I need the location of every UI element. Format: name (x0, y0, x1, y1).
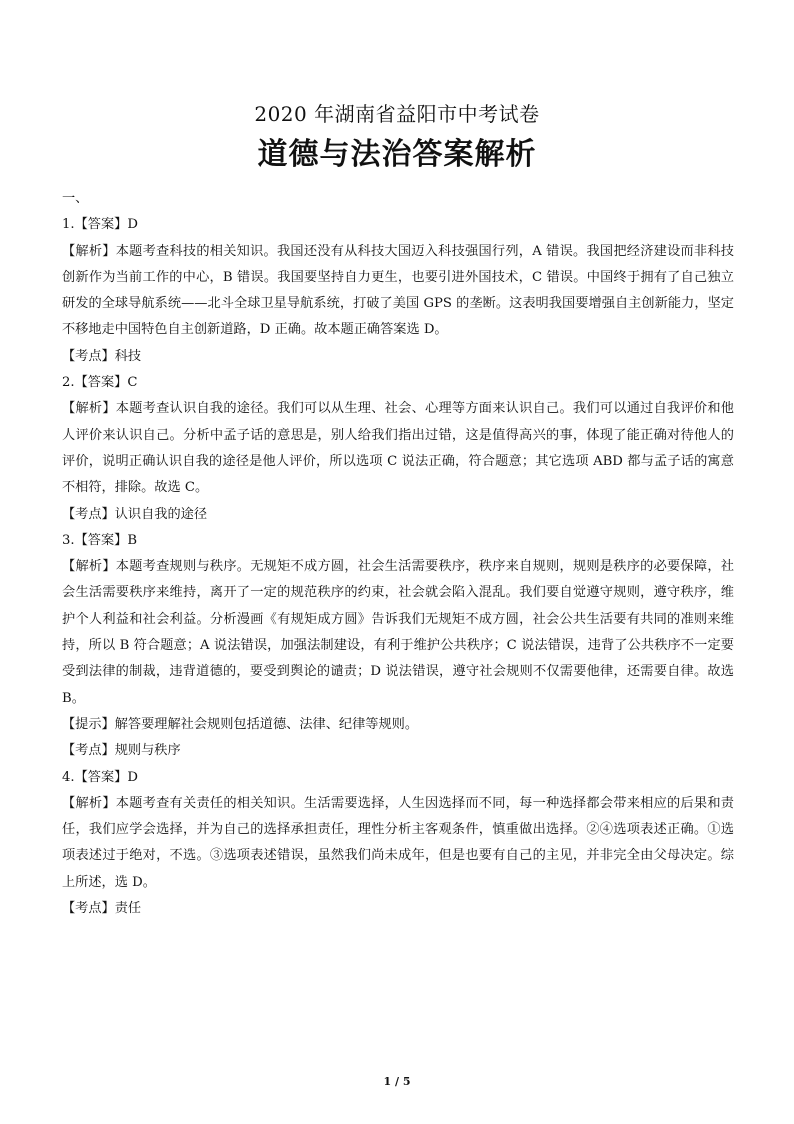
document-title: 道德与法治答案解析 (257, 137, 537, 172)
exam-title: 2020 年湖南省益阳市中考试卷 (254, 102, 540, 126)
q3-hint: 【提示】解答要理解社会规则包括道德、法律、纪律等规则。 (62, 716, 419, 732)
q2-topic: 【考点】认识自我的途径 (62, 506, 208, 522)
section-marker: 一、 (62, 191, 89, 206)
q2-answer: 2.【答案】C (62, 375, 138, 391)
q1-topic: 【考点】科技 (62, 348, 142, 364)
q3-topic: 【考点】规则与秩序 (62, 743, 181, 759)
document-body (62, 186, 734, 922)
q4-analysis: 【解析】本题考查有关责任的相关知识。生活需要选择，人生因选择而不同，每一种选择都会带来相应的后果和责任，我们应学会选择，并为自己的选择承担责任，理性分析主客观条件，慎重做出选择。②④选项表述正确。①选项表述过于绝对，不选。③选项表述错误，虽然我们尚未成年，但是也要有自己的主见，并非完全由父母决定。综上所述，选 D。 (62, 795, 734, 890)
q3-answer: 3.【答案】B (62, 532, 138, 548)
q2-analysis: 【解析】本题考查认识自我的途径。我们可以从生理、社会、心理等方面来认识自己。我们可以通过自我评价和他人评价来认识自己。分析中孟子话的意思是，别人给我们指出过错，这是值得高兴的事，体现了能正确对待他人的评价，说明正确认识自我的途径是他人评价，所以选项 C 说法正确，符合题意；其它选项 ABD 都与孟子话的寓意不相符，排除。故选 C。 (62, 401, 734, 496)
q4-answer: 4.【答案】D (62, 769, 138, 785)
q1-analysis: 【解析】本题考查科技的相关知识。我国还没有从科技大国迈入科技强国行列，A 错误。我国把经济建设而非科技创新作为当前工作的中心，B 错误。我国要坚持自力更生，也要引进外国技术，C 错误。中国终于拥有了自己独立研发的全球导航系统——北斗全球卫星导航系统，打破了美国 GPS 的垄断。这表明我国要增强自主创新能力，坚定不移地走中国特色自主创新道路，D 正确。故本题正确答案选 D。 (62, 243, 734, 338)
q1-answer: 1.【答案】D (62, 217, 138, 233)
page-number: 1 / 5 (383, 1075, 411, 1088)
q4-topic: 【考点】责任 (62, 901, 142, 917)
q3-analysis: 【解析】本题考查规则与秩序。无规矩不成方圆，社会生活需要秩序，秩序来自规则，规则是秩序的必要保障，社会生活需要秩序来维持，离开了一定的规范秩序的约束，社会就会陷入混乱。我们要自觉遵守规则，遵守秩序，维护个人利益和社会利益。分析漫画《有规矩成方圆》告诉我们无规矩不成方圆，社会公共生活要有共同的准则来维持，所以 B 符合题意；A 说法错误，加强法制建设，有利于维护公共秩序；C 说法错误，违背了公共秩序不一定要受到法律的制裁，违背道德的，要受到舆论的谴责；D 说法错误，遵守社会规则不仅需要他律，还需要自律。故选 B。 (62, 559, 734, 706)
